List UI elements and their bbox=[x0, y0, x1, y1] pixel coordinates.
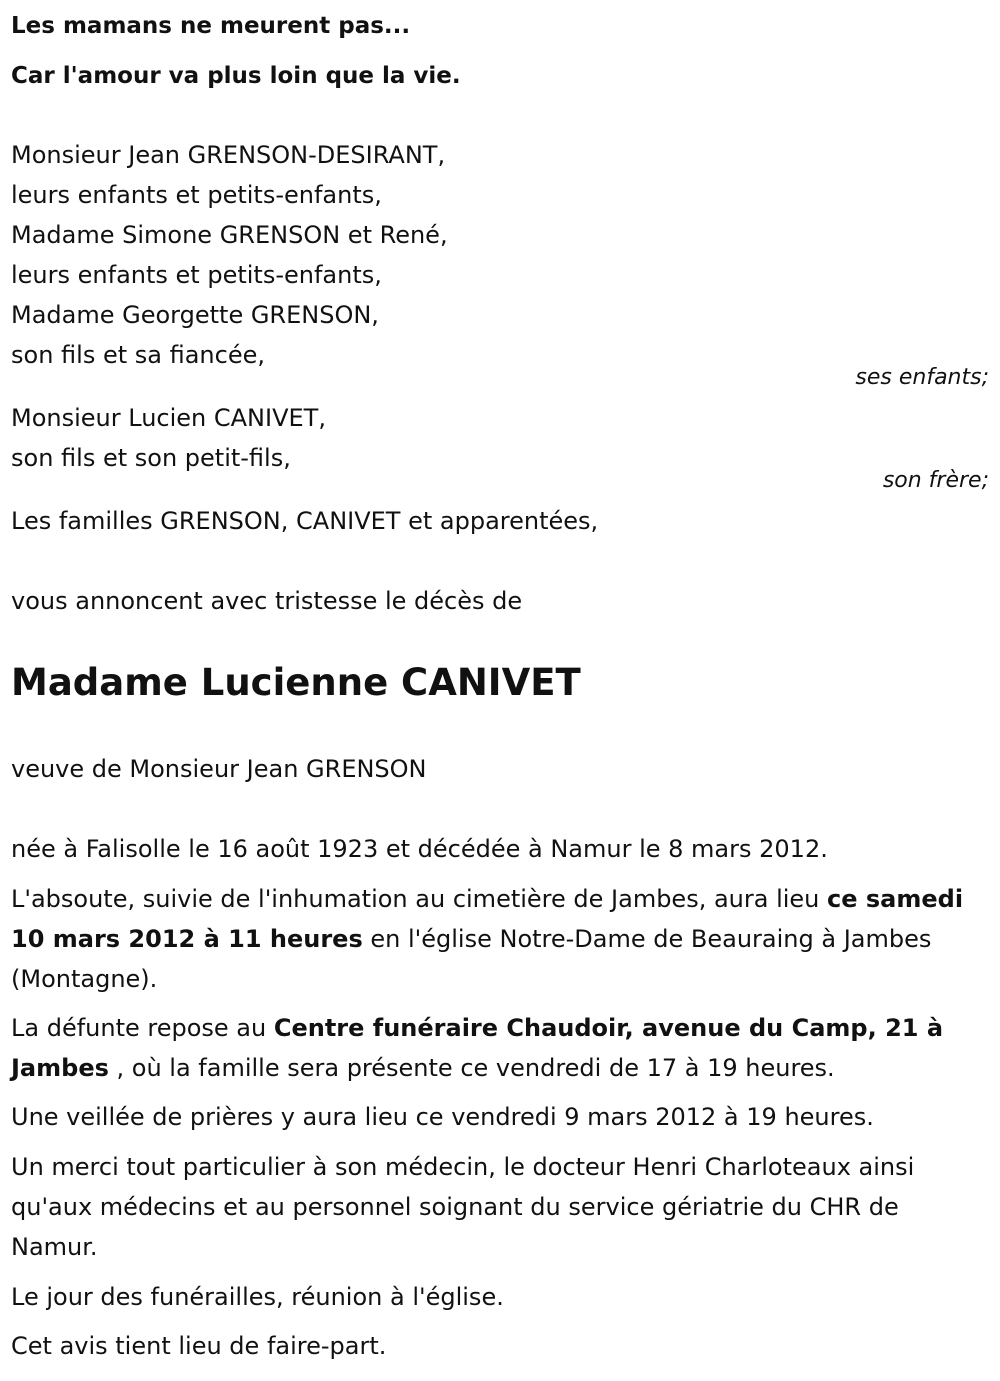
meeting-paragraph: Le jour des funérailles, réunion à l'église. bbox=[11, 1283, 504, 1311]
vigil-paragraph: Une veillée de prières y aura lieu ce vendredi 9 mars 2012 à 19 heures. bbox=[11, 1103, 874, 1131]
ceremony-text-end: en l'église Notre-Dame de Beauraing à Jambes (Montagne). bbox=[11, 925, 932, 993]
relation-children: ses enfants; bbox=[855, 365, 989, 390]
family-line: son fils et son petit-fils, bbox=[11, 444, 291, 472]
repose-paragraph bbox=[11, 1008, 986, 1088]
family-line: son fils et sa fiancée, bbox=[11, 341, 265, 369]
ceremony-paragraph bbox=[11, 879, 986, 999]
epigraph-line-1: Les mamans ne meurent pas... bbox=[11, 13, 411, 39]
ceremony-text: L'absoute, suivie de l'inhumation au cimetière de Jambes, aura lieu bbox=[11, 885, 828, 913]
children-group bbox=[11, 135, 448, 375]
ceremony-date: ce samedi 10 mars 2012 à 11 heures bbox=[11, 885, 964, 953]
family-line: Monsieur Jean GRENSON-DESIRANT, bbox=[11, 141, 446, 169]
deceased-name: Madame Lucienne CANIVET bbox=[11, 661, 581, 704]
widow-of-line: veuve de Monsieur Jean GRENSON bbox=[11, 755, 427, 783]
announcement-line: vous annoncent avec tristesse le décès de bbox=[11, 587, 523, 615]
family-line: leurs enfants et petits-enfants, bbox=[11, 181, 382, 209]
birth-death-paragraph: née à Falisolle le 16 août 1923 et décédée à Namur le 8 mars 2012. bbox=[11, 835, 828, 863]
thanks-paragraph: Un merci tout particulier à son médecin, le docteur Henri Charloteaux ainsi qu'aux médecins et au personnel soignant du service gériatrie du CHR de Namur. bbox=[11, 1153, 915, 1261]
family-line: leurs enfants et petits-enfants, bbox=[11, 261, 382, 289]
family-line: Monsieur Lucien CANIVET, bbox=[11, 404, 326, 432]
epigraph-line-2: Car l'amour va plus loin que la vie. bbox=[11, 63, 461, 89]
family-line: Madame Simone GRENSON et René, bbox=[11, 221, 448, 249]
relation-brother: son frère; bbox=[882, 468, 989, 493]
repose-text: La défunte repose au bbox=[11, 1014, 274, 1042]
brother-group bbox=[11, 398, 326, 478]
repose-location: Centre funéraire Chaudoir, avenue du Camp, 21 à Jambes bbox=[11, 1014, 944, 1082]
repose-text-end: , où la famille sera présente ce vendredi de 17 à 19 heures. bbox=[108, 1054, 835, 1082]
families-line: Les familles GRENSON, CANIVET et apparentées, bbox=[11, 507, 599, 535]
family-line: Madame Georgette GRENSON, bbox=[11, 301, 379, 329]
notice-paragraph: Cet avis tient lieu de faire-part. bbox=[11, 1332, 387, 1360]
